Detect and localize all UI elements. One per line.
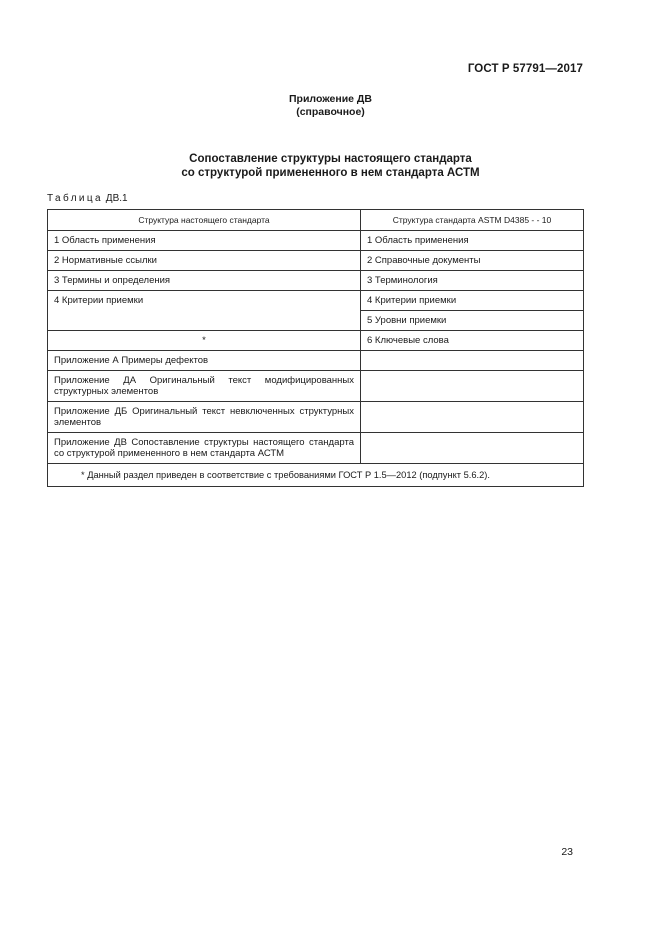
table-footnote: * Данный раздел приведен в соответствие с требованиями ГОСТ Р 1.5—2012 (подпункт 5.6.2).	[48, 464, 584, 487]
left-cell-asterisk: *	[48, 331, 361, 351]
right-cell: 4 Критерии приемки	[361, 291, 584, 311]
right-cell: 5 Уровни приемки	[361, 311, 584, 331]
left-cell: Приложение ДВ Сопоставление структуры настоящего стандарта со структурой примененного в нем стандарта АСТМ	[48, 433, 361, 464]
right-cell-empty	[361, 402, 584, 433]
left-cell: 1 Область применения	[48, 231, 361, 251]
section-title	[0, 152, 661, 180]
table-row	[48, 291, 584, 311]
page-number: 23	[561, 846, 573, 858]
left-cell: Приложение А Примеры дефектов	[48, 351, 361, 371]
table-header-row	[48, 210, 584, 231]
table-row	[48, 331, 584, 351]
table-row	[48, 433, 584, 464]
left-cell: 2 Нормативные ссылки	[48, 251, 361, 271]
header-astm-standard: Структура стандарта ASTM D4385 - - 10	[361, 210, 584, 231]
table-row	[48, 402, 584, 433]
left-cell-merged: 4 Критерии приемки	[48, 291, 361, 331]
standard-code: ГОСТ Р 57791—2017	[467, 63, 583, 75]
table-row	[48, 371, 584, 402]
table-label-number: ДВ.1	[105, 193, 128, 204]
table-row	[48, 231, 584, 251]
left-cell: Приложение ДА Оригинальный текст модифицированных структурных элементов	[48, 371, 361, 402]
right-cell-empty	[361, 371, 584, 402]
table-label	[47, 193, 128, 204]
header-this-standard: Структура настоящего стандарта	[48, 210, 361, 231]
table-row	[48, 251, 584, 271]
table-row	[48, 271, 584, 291]
structure-comparison-table	[47, 209, 584, 487]
right-cell: 1 Область применения	[361, 231, 584, 251]
right-cell: 3 Терминология	[361, 271, 584, 291]
section-title-line1: Сопоставление структуры настоящего стандарта	[189, 153, 472, 165]
table-row	[48, 351, 584, 371]
annex-subtitle: (справочное)	[296, 106, 365, 118]
table-label-prefix: Таблица	[47, 193, 104, 204]
right-cell: 6 Ключевые слова	[361, 331, 584, 351]
right-cell-empty	[361, 433, 584, 464]
annex-heading	[0, 93, 661, 119]
section-title-line2: со структурой примененного в нем стандарта АСТМ	[181, 167, 480, 179]
left-cell: 3 Термины и определения	[48, 271, 361, 291]
right-cell-empty	[361, 351, 584, 371]
table-footnote-row	[48, 464, 584, 487]
left-cell: Приложение ДБ Оригинальный текст невключенных структурных элементов	[48, 402, 361, 433]
annex-title: Приложение ДВ	[289, 93, 372, 105]
right-cell: 2 Справочные документы	[361, 251, 584, 271]
